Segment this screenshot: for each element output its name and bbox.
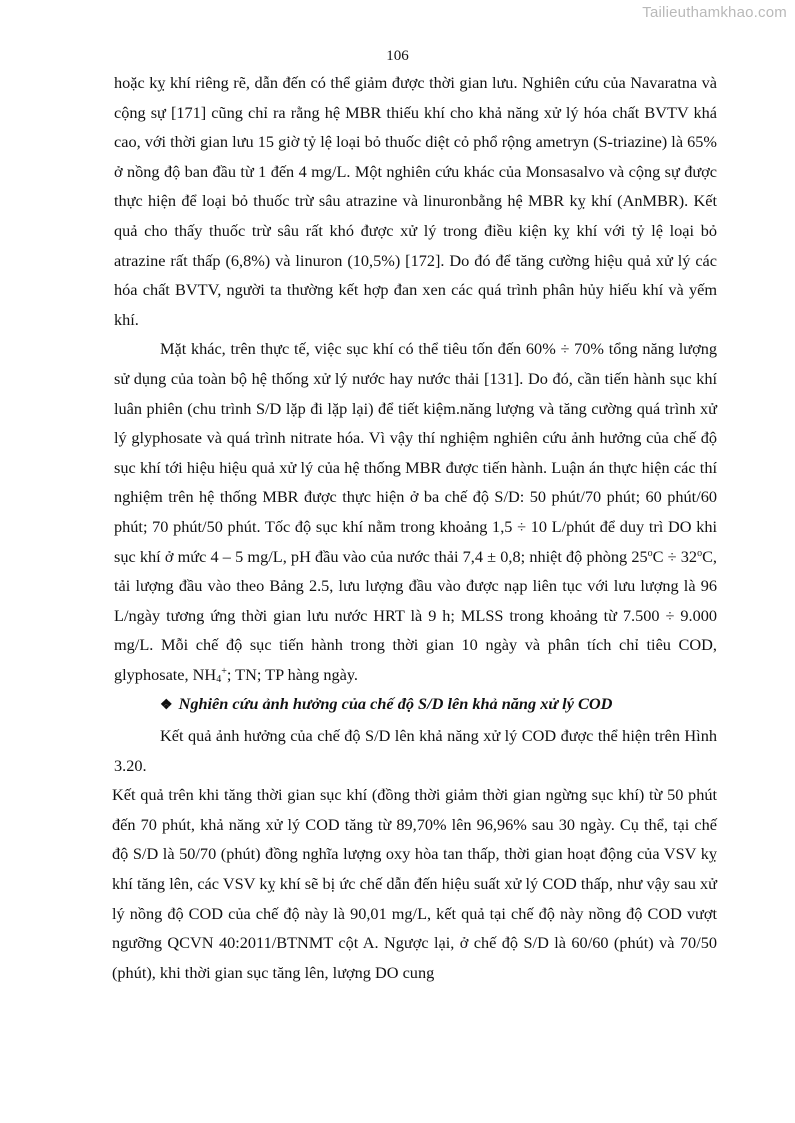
paragraph-1: hoặc kỵ khí riêng rẽ, dẫn đến có thể giảm được thời gian lưu. Nghiên cứu của Navaratna và cộng sự [171] cũng chỉ ra rằng hệ MBR thiếu khí cho khả năng xử lý hóa chất BVTV khá cao, với thời gian lưu 15 giờ tỷ lệ loại bỏ thuốc diệt cỏ phổ rộng ametryn (S-triazine) là 65% ở nồng độ ban đầu từ 1 đến 4 mg/L. Một nghiên cứu khác của Monsasalvo và cộng sự được thực hiện để loại bỏ thuốc trừ sâu atrazine và linuronbằng hệ MBR kỵ khí (AnMBR). Kết quả cho thấy thuốc trừ sâu rất khó được xử lý trong điều kiện kỵ khí với tỷ lệ loại bỏ atrazine rất thấp (6,8%) và linuron (10,5%) [172]. Do đó để tăng cường hiệu quả xử lý các hóa chất BVTV, người ta thường kết hợp đan xen các quá trình phân hủy hiếu khí và yếm khí.	[114, 73, 717, 329]
superscript-plus: +	[221, 665, 227, 677]
paragraph-3: Kết quả ảnh hưởng của chế độ S/D lên khả năng xử lý COD được thể hiện trên Hình 3.20.	[114, 726, 717, 775]
section-heading	[114, 689, 717, 721]
subscript-4: 4	[216, 673, 222, 685]
paragraph-2-part-b: C ÷ 32	[652, 546, 698, 566]
degree-superscript: o	[697, 547, 703, 559]
section-heading-text: Nghiên cứu ảnh hưởng của chế độ S/D lên khả năng xử lý COD	[178, 694, 613, 714]
page-number: 106	[386, 48, 409, 64]
watermark-text: Tailieuthamkhao.com	[642, 4, 787, 21]
document-body	[114, 68, 717, 987]
degree-superscript: o	[647, 547, 653, 559]
diamond-bullet-icon: ❖	[160, 698, 173, 714]
paragraph-4: Kết quả trên khi tăng thời gian sục khí (đồng thời giảm thời gian ngừng sục khí) từ 50 phút đến 70 phút, khả năng xử lý COD tăng từ 89,70% lên 96,96% sau 30 ngày. Cụ thể, tại chế độ S/D là 50/70 (phút) đồng nghĩa lượng oxy hòa tan thấp, thời gian hoạt động của VSV kỵ khí tăng lên, các VSV kỵ khí sẽ bị ức chế dẫn đến hiệu suất xử lý COD thấp, như vậy sau xử lý nồng độ COD của chế độ này là 90,01 mg/L, kết quả tại chế độ này nồng độ COD vượt ngưỡng QCVN 40:2011/BTNMT cột A. Ngược lại, ở chế độ S/D là 60/60 (phút) và 70/50 (phút), khi thời gian sục tăng lên, lượng DO cung	[112, 785, 717, 982]
paragraph-2-part-a: Mặt khác, trên thực tế, việc sục khí có thể tiêu tốn đến 60% ÷ 70% tổng năng lượng sử dụng của toàn bộ hệ thống xử lý nước hay nước thải [131]. Do đó, cần tiến hành sục khí luân phiên (chu trình S/D lặp đi lặp lại) để tiết kiệm.năng lượng và tăng cường quá trình xử lý glyphosate và quá trình nitrate hóa. Vì vậy thí nghiệm nghiên cứu ảnh hưởng của chế độ sục khí tới hiệu hiệu quả xử lý của hệ thống MBR được tiến hành. Luận án thực hiện các thí nghiệm trên hệ thống MBR được thực hiện ở ba chế độ S/D: 50 phút/70 phút; 60 phút/60 phút; 70 phút/50 phút. Tốc độ sục khí nằm trong khoảng 1,5 ÷ 10 L/phút để duy trì DO khi sục khí ở mức 4 – 5 mg/L, pH đầu vào của nước thải 7,4 ± 0,8; nhiệt độ phòng 25	[114, 339, 717, 566]
paragraph-2	[114, 334, 717, 689]
paragraph-2-part-c: C, tải lượng đầu vào theo Bảng 2.5, lưu lượng đầu vào được nạp liên tục với lưu lượng là 96 L/ngày tương ứng thời gian lưu nước HRT là 9 h; MLSS trong khoảng từ 7.500 ÷ 9.000 mg/L. Mỗi chế độ sục tiến hành trong thời gian 10 ngày và phân tích chỉ tiêu COD, glyphosate, NH	[114, 546, 717, 684]
paragraph-2-part-d: ; TN; TP hàng ngày.	[226, 664, 358, 684]
